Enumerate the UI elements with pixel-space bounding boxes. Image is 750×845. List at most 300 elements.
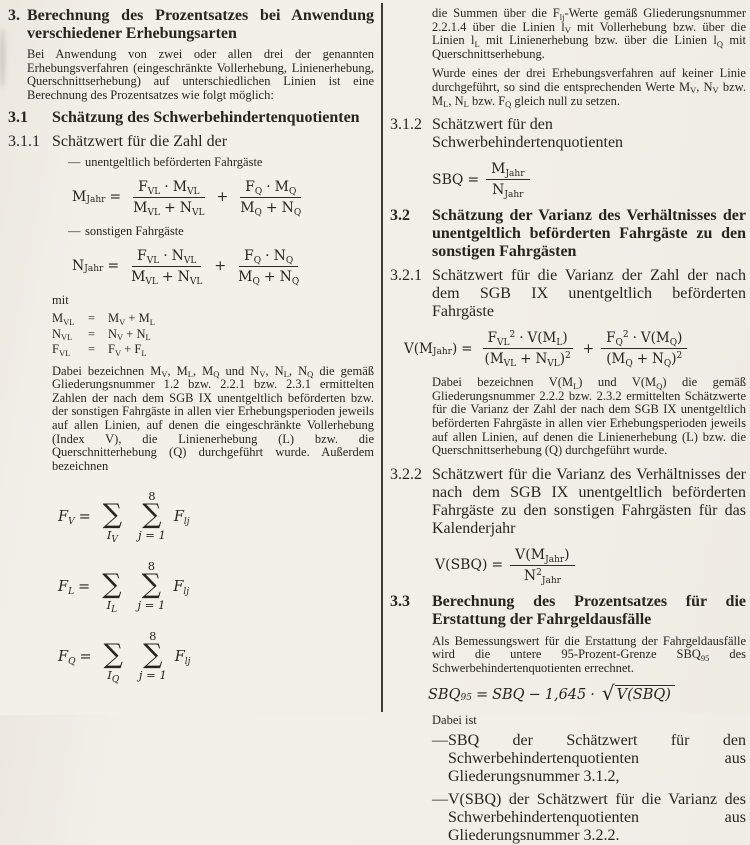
para-sub: lj bbox=[559, 11, 565, 22]
para-text: bzw. F bbox=[468, 93, 506, 108]
math-sup: 2 bbox=[676, 351, 683, 362]
math-sup: 2 bbox=[622, 330, 629, 341]
math-sup: 2 bbox=[565, 351, 571, 362]
para-sub: Q bbox=[505, 99, 512, 110]
math-token bbox=[58, 649, 76, 668]
math-token bbox=[58, 509, 75, 528]
para-sub: V bbox=[259, 369, 266, 380]
math-token: = bbox=[107, 258, 120, 275]
formula-v-mjahr: V ( M $_{Jahr}$ ) = $\frac{F_{VL}^2 \cdot V(M_L)}{(M_{VL} + N_{VL})^2}$ + $\frac{F_Q^2 \cdot V(M_Q)}{(M_Q + N_Q)^2}$ bbox=[404, 330, 746, 367]
math-sub: V bbox=[114, 347, 122, 358]
math-sub: Q bbox=[291, 276, 300, 287]
math-token: · bbox=[590, 686, 595, 703]
sum-upper-limit: 8 bbox=[147, 559, 156, 574]
math-token: N bbox=[535, 351, 548, 368]
fraction-denominator bbox=[233, 267, 304, 285]
math-sub: V bbox=[68, 517, 75, 528]
math-sub: VL bbox=[497, 338, 510, 349]
fraction bbox=[480, 330, 576, 370]
sigma-icon: ∑ bbox=[103, 639, 123, 671]
def-rhs bbox=[108, 327, 374, 343]
math-token: M bbox=[52, 311, 64, 326]
para-sub: L bbox=[187, 369, 193, 380]
section-3-2-heading bbox=[390, 207, 746, 261]
math-token: ) bbox=[481, 557, 488, 574]
sum-lower-limit: j = 1 bbox=[138, 668, 167, 683]
fraction bbox=[128, 179, 209, 216]
math-token: · bbox=[163, 247, 168, 264]
bullet-sbq bbox=[432, 732, 746, 786]
para-text: Als Bemessungswert für die Erstattung der Fahrgeldausfälle wird die untere 95-Prozent-Grenze SBQ bbox=[432, 633, 746, 662]
math-token: F bbox=[58, 509, 69, 526]
math-token: N bbox=[108, 326, 118, 341]
formula-fl-sum bbox=[58, 559, 374, 616]
math-token: N bbox=[652, 351, 664, 368]
para-text: , N bbox=[288, 363, 308, 378]
math-token: M bbox=[655, 330, 670, 347]
math-sub: Q bbox=[625, 359, 633, 370]
math-token: N bbox=[171, 247, 184, 264]
fraction-denominator bbox=[128, 198, 209, 216]
list-item-sonstige bbox=[68, 225, 374, 239]
math-token: V bbox=[640, 330, 651, 347]
math-sub: V bbox=[117, 332, 124, 343]
math-sub: lj bbox=[184, 657, 191, 668]
para-text: , M bbox=[192, 363, 214, 378]
sum-operator bbox=[137, 561, 165, 613]
para-text: , N bbox=[448, 93, 464, 108]
math-token: ) bbox=[451, 340, 458, 357]
math-token: M bbox=[491, 161, 506, 178]
sigma-icon: ∑ bbox=[142, 499, 162, 531]
sigma-icon: ∑ bbox=[102, 499, 122, 531]
math-sub: V bbox=[119, 316, 126, 327]
section-3-2-2-title: Schätzwert für die Varianz des Verhältnisses der nach dem SGB IX unentgeltlich beförderten Fahrgäste zu den sonstigen Fahrgästen für das Kalenderjahr bbox=[432, 465, 746, 537]
fraction bbox=[486, 161, 529, 201]
list-item-unentgeltlich bbox=[68, 156, 374, 170]
def-lhs bbox=[52, 342, 88, 358]
para-text: Dabei bezeichnen M bbox=[52, 363, 162, 378]
sum-lower-limit bbox=[106, 598, 118, 616]
math-token: ( bbox=[650, 330, 656, 347]
sum-operator bbox=[103, 631, 123, 686]
formula-njahr: N $_{Jahr}$ = $\frac{F_{VL} \cdot N_{VL}}{M_{VL} + N_{VL}}$ + $\frac{F_Q \cdot N_Q}{M_Q + N_Q}$ bbox=[72, 248, 374, 285]
math-sub: VL bbox=[61, 332, 73, 343]
para-text: des Schwerbehindertenquotienten errechnet. bbox=[432, 647, 746, 675]
math-token: F bbox=[487, 330, 497, 347]
para-sub: Q bbox=[716, 38, 723, 49]
math-token bbox=[173, 509, 190, 528]
para-text: , M bbox=[167, 363, 188, 378]
math-token: ) bbox=[564, 546, 570, 563]
math-token: N bbox=[279, 268, 292, 285]
sum-lower-limit bbox=[106, 528, 118, 546]
fraction-numerator bbox=[239, 248, 298, 267]
formula-mjahr: M $_{Jahr}$ = $\frac{F_{VL} \cdot M_{VL}}{M_{VL} + N_{VL}}$ + $\frac{F_Q \cdot M_Q}{M_Q + N_Q}$ bbox=[72, 179, 374, 216]
para-text: , N bbox=[696, 79, 713, 94]
fraction-denominator bbox=[480, 349, 576, 370]
math-sub: VL bbox=[58, 347, 71, 358]
math-sub: Jahr bbox=[505, 169, 525, 180]
math-token: SBQ bbox=[428, 686, 461, 703]
math-token: N bbox=[273, 247, 286, 264]
column-divider-rule bbox=[381, 3, 383, 712]
section-3-3-title: Berechnung des Prozentsatzes für die Erstattung der Fahrgeldausfälle bbox=[432, 592, 746, 628]
math-token: M bbox=[172, 178, 188, 195]
math-token: · bbox=[519, 330, 524, 347]
math-token: I bbox=[106, 528, 112, 543]
math-token bbox=[173, 579, 190, 598]
sum-upper-limit: 8 bbox=[149, 629, 157, 644]
section-3-2-2-heading bbox=[390, 466, 746, 538]
math-token: · bbox=[265, 247, 270, 264]
sigma-icon: ∑ bbox=[141, 569, 162, 601]
sum-operator bbox=[139, 631, 167, 683]
math-sub: L bbox=[111, 605, 118, 616]
math-token: V bbox=[515, 546, 526, 563]
para-text: Wurde eines der drei Erhebungsverfahren auf keiner Linie durchgeführt, so sind die entsprechenden Werte M bbox=[432, 66, 746, 94]
para-text: die Summen über die F bbox=[432, 6, 560, 20]
fraction bbox=[233, 248, 304, 285]
math-token: ( bbox=[484, 351, 490, 368]
fraction bbox=[235, 179, 306, 216]
section-3-1-2-title: Schätzwert für den Schwerbehindertenquotienten bbox=[432, 116, 624, 152]
section-3-3-heading bbox=[390, 593, 746, 629]
math-sub: lj bbox=[183, 587, 190, 598]
math-token: F bbox=[174, 649, 185, 666]
section-3-1-2-number: 3.1.2 bbox=[390, 116, 422, 134]
math-token: N bbox=[179, 199, 192, 216]
math-token: ( bbox=[413, 340, 420, 357]
para-sub: L bbox=[573, 380, 579, 391]
formula-fq-sum bbox=[58, 629, 374, 686]
math-sub: Jahr bbox=[504, 190, 524, 201]
sum-lower-limit: j = 1 bbox=[137, 598, 166, 613]
math-token: ( bbox=[445, 557, 451, 574]
section-3-1-2-heading bbox=[390, 116, 746, 152]
math-sub: VL bbox=[187, 186, 200, 197]
math-token: = bbox=[78, 579, 91, 596]
math-sub: VL bbox=[189, 276, 203, 287]
para-sub: V bbox=[690, 85, 697, 96]
math-token: I bbox=[106, 598, 112, 613]
math-token: = bbox=[461, 340, 473, 357]
math-token: N bbox=[177, 268, 190, 285]
def-rhs bbox=[108, 311, 374, 327]
para-sub: Q bbox=[656, 380, 663, 391]
summen-paragraph bbox=[432, 7, 746, 61]
fraction-numerator bbox=[133, 179, 204, 198]
section-3-2-1-title: Schätzwert für die Varianz der Zahl der nach dem SGB IX unentgeltlich beförderten Fahrgäste bbox=[432, 267, 746, 321]
para-text: Dabei bezeichnen V(M bbox=[432, 375, 574, 390]
fraction-denominator bbox=[601, 349, 687, 370]
math-token: ) bbox=[559, 351, 566, 368]
math-token: F bbox=[173, 509, 184, 526]
section-3-2-2-number: 3.2.2 bbox=[390, 465, 422, 483]
fraction-denominator bbox=[126, 267, 207, 285]
dabei-ist-label: Dabei ist bbox=[432, 712, 477, 727]
radical-icon: √ bbox=[601, 680, 615, 705]
para-sub: V bbox=[161, 369, 168, 380]
math-sub: Q bbox=[68, 657, 76, 668]
math-token: N bbox=[523, 567, 537, 584]
para-text: , N bbox=[265, 363, 284, 378]
dabei-varianz-paragraph bbox=[432, 376, 746, 458]
math-sub: L bbox=[68, 587, 75, 598]
section-3-number: 3. bbox=[8, 7, 20, 24]
math-token: + bbox=[582, 340, 595, 357]
math-token: = bbox=[467, 171, 480, 188]
math-token bbox=[58, 579, 75, 598]
math-token: + bbox=[216, 189, 229, 206]
math-token: + bbox=[214, 258, 227, 275]
fraction bbox=[126, 248, 207, 285]
dash-icon: — bbox=[68, 223, 81, 238]
math-token: + bbox=[520, 351, 532, 368]
math-token: SBQ bbox=[432, 171, 464, 188]
math-token: ( bbox=[525, 546, 531, 563]
math-sub: Q bbox=[254, 186, 263, 197]
square-root bbox=[601, 680, 675, 705]
math-token: V bbox=[404, 340, 414, 357]
dash-icon: — bbox=[68, 155, 81, 170]
math-token: + bbox=[126, 326, 134, 341]
math-token: F bbox=[173, 579, 184, 596]
fraction-numerator bbox=[601, 330, 687, 349]
math-token bbox=[174, 649, 191, 668]
section-3-1-number: 3.1 bbox=[8, 109, 28, 127]
math-sub: L bbox=[149, 316, 155, 327]
math-token: F bbox=[52, 342, 59, 357]
math-token: ( bbox=[606, 351, 612, 368]
para-text: mit Linienerhebung bzw. über die Linien l bbox=[479, 33, 717, 48]
fraction-numerator bbox=[483, 330, 573, 349]
math-token: + bbox=[636, 351, 649, 368]
math-sub: V bbox=[111, 535, 118, 546]
list-item-label: sonstigen Fahrgäste bbox=[85, 223, 184, 238]
math-token: · bbox=[266, 178, 271, 195]
math-token: + bbox=[163, 199, 176, 216]
bullet-text: SBQ der Schätzwert für den Schwerbehindertenquotienten aus Gliederungsnummer 3.1.2, bbox=[448, 732, 746, 786]
fraction bbox=[601, 330, 687, 370]
math-token: M bbox=[108, 311, 120, 326]
math-token: ( bbox=[627, 686, 633, 703]
radicand bbox=[615, 685, 675, 703]
math-token: F bbox=[606, 330, 616, 347]
math-token: − bbox=[528, 686, 541, 703]
para-sub: L bbox=[463, 99, 469, 110]
section-3-2-number: 3.2 bbox=[390, 207, 410, 225]
mit-label: mit bbox=[52, 292, 69, 307]
sum-operator bbox=[102, 561, 122, 616]
para-sub: V bbox=[564, 25, 571, 36]
math-token: F bbox=[138, 178, 148, 195]
math-sub: Q bbox=[254, 207, 262, 218]
section-3-1-1-heading bbox=[8, 133, 374, 151]
fraction-numerator bbox=[510, 547, 574, 566]
section-3-2-1-number: 3.2.1 bbox=[390, 267, 422, 285]
math-token: + bbox=[263, 268, 276, 285]
sigma-icon: ∑ bbox=[143, 639, 163, 671]
math-token: M bbox=[489, 351, 504, 368]
fraction-numerator bbox=[132, 248, 201, 267]
section-3-1-1-number: 3.1.1 bbox=[8, 133, 40, 151]
math-token: + bbox=[161, 268, 174, 285]
math-token: M bbox=[240, 199, 255, 216]
para-sub: L bbox=[283, 369, 289, 380]
math-token: V bbox=[616, 686, 628, 703]
math-sub: Q bbox=[253, 255, 262, 266]
definition-row bbox=[52, 342, 374, 358]
math-token: · bbox=[164, 178, 169, 195]
formula-sbq95: SBQ $_{95}$ = SBQ − 1,645 · √ V(SBQ) bbox=[428, 685, 746, 705]
left-column bbox=[8, 0, 374, 701]
para-text: und N bbox=[219, 363, 260, 378]
right-column bbox=[390, 0, 746, 845]
para-text: mit Querschnittserhebung. bbox=[432, 33, 747, 61]
math-sub: VL bbox=[147, 207, 160, 218]
para-text: die gemäß Gliederungsnummer 1.2 bzw. 2.2.1 bzw. 2.3.1 ermittelten Zahlen der nach dem SGB IX unentgeltlich beförderten bzw. der sonstigen Fahrgäste in allen vier Erhebungsperioden jeweils auf allen Linien, auf denen die eingeschränkte Vollerhebung (Index V), die Linienerhebung (L) bzw. die Querschnitterhebung (Q) durchgeführt wurde. Außerdem bezeichnen bbox=[52, 363, 374, 473]
sigma-icon: ∑ bbox=[102, 569, 122, 601]
math-token: I bbox=[107, 668, 112, 683]
math-sup: 2 bbox=[536, 567, 542, 578]
math-token: M bbox=[238, 268, 253, 285]
math-token: SBQ bbox=[632, 686, 666, 703]
intro-paragraph: Bei Anwendung von zwei oder allen drei der genannten Erhebungsverfahren (eingeschränkte Vollerhebung, Linienerhebung, Querschnittserhebung) auf unterschiedlichen Linien ist eine Berechnung des Prozentsatzes wie folgt möglich: bbox=[27, 47, 374, 102]
para-text: mit Vollerhebung bzw. über die Linien l bbox=[432, 19, 746, 48]
section-3-1-1-title: Schätzwert für die Zahl der bbox=[52, 133, 228, 151]
sum-operator bbox=[102, 491, 122, 546]
scan-smudge bbox=[0, 28, 5, 88]
section-3-2-title: Schätzung der Varianz des Verhältnisses der unentgeltlich beförderten Fahrgäste zu den sonstigen Fahrgästen bbox=[432, 207, 746, 261]
def-lhs bbox=[52, 327, 88, 343]
math-token: F bbox=[137, 247, 147, 264]
math-token: = bbox=[88, 342, 96, 357]
math-token: N bbox=[136, 326, 146, 341]
para-sub: Q bbox=[307, 369, 314, 380]
math-token: 1,645 bbox=[544, 686, 587, 703]
math-token: F bbox=[108, 342, 115, 357]
dash-icon: — bbox=[432, 732, 448, 750]
math-sub: L bbox=[556, 338, 563, 349]
math-sub: Q bbox=[293, 207, 302, 218]
math-sub: Q bbox=[615, 338, 623, 349]
math-token: F bbox=[58, 579, 69, 596]
math-token: M bbox=[530, 546, 546, 563]
para-text: gleich null zu setzen. bbox=[511, 93, 620, 108]
para-sub: L bbox=[443, 99, 449, 110]
def-lhs bbox=[52, 311, 88, 327]
math-token: F bbox=[134, 342, 142, 357]
math-token: = bbox=[475, 686, 489, 703]
math-token: + bbox=[265, 199, 278, 216]
math-sub: Jahr bbox=[541, 575, 561, 586]
math-token: = bbox=[79, 649, 92, 666]
math-token: ) bbox=[562, 330, 568, 347]
math-token: + bbox=[128, 311, 136, 326]
math-token: ) bbox=[671, 351, 677, 368]
math-token: M bbox=[138, 311, 150, 326]
math-token: · bbox=[632, 330, 637, 347]
para-text: ) und V(M bbox=[578, 375, 657, 390]
def-rhs bbox=[108, 342, 374, 358]
formula-sbq bbox=[432, 161, 746, 201]
math-token: ) bbox=[677, 330, 683, 347]
fraction-denominator bbox=[235, 198, 306, 216]
math-token: = bbox=[78, 509, 91, 526]
math-token: M bbox=[542, 330, 557, 347]
math-token: ( bbox=[537, 330, 543, 347]
para-sub: L bbox=[474, 38, 480, 49]
para-text: bzw. M bbox=[432, 79, 746, 108]
math-sub: VL bbox=[147, 186, 161, 197]
math-token: N bbox=[281, 199, 294, 216]
math-token: V bbox=[527, 330, 538, 347]
bullet-text: V(SBQ) der Schätzwert für die Varianz des Schwerbehindertenquotienten aus Gliederungsnummer 3.2.2. bbox=[448, 791, 746, 845]
math-token: + bbox=[124, 342, 132, 357]
bemessungswert-paragraph bbox=[432, 635, 746, 676]
math-sub: Q bbox=[285, 255, 294, 266]
para-sub: 95 bbox=[700, 652, 710, 663]
math-token: F bbox=[244, 247, 254, 264]
math-sub: Q bbox=[289, 186, 297, 197]
section-3-title: Berechnung des Prozentsatzes bei Anwendung verschiedener Erhebungsarten bbox=[27, 7, 374, 42]
formula-v-sbq bbox=[435, 547, 746, 584]
para-sub: V bbox=[712, 85, 719, 96]
para-text: -Werte gemäß Gliederungsnummer 2.2.1.4 über die Linien l bbox=[432, 6, 746, 34]
math-token: = bbox=[109, 189, 122, 206]
math-token: M bbox=[72, 189, 87, 206]
definitions-block bbox=[8, 311, 374, 358]
section-3-1-heading bbox=[8, 109, 374, 127]
section-3-2-1-heading bbox=[390, 267, 746, 321]
section-3-heading bbox=[8, 7, 374, 43]
math-token: SBQ bbox=[492, 686, 525, 703]
math-sub: Jahr bbox=[545, 554, 565, 565]
bullet-vsbq bbox=[432, 791, 746, 845]
math-token: N bbox=[52, 326, 62, 341]
math-token: M bbox=[133, 199, 148, 216]
dabei-bezeichnen-paragraph bbox=[52, 365, 374, 474]
para-text: ) die gemäß Gliederungsnummer 2.2.2 bzw. 2.3.2 ermittelten Schätzwerte für die Varianz der Zahl der nach dem SGB IX unentgeltlich beförderten Fahrgäste in allen vier Erhebungsperioden jeweils auf allen Linien, auf denen die Linienerhebung (L) bzw. die Querschnittserhebung (Q) durchgeführt wurde. bbox=[432, 375, 746, 458]
math-sub: Q bbox=[111, 675, 120, 686]
math-sub: VL bbox=[63, 316, 75, 327]
para-sub: Q bbox=[213, 369, 220, 380]
math-token: F bbox=[245, 178, 255, 195]
math-token: N bbox=[492, 182, 505, 199]
math-sub: L bbox=[145, 332, 151, 343]
wurde-paragraph bbox=[432, 67, 746, 108]
math-sub: Q bbox=[663, 359, 672, 370]
section-3-3-number: 3.3 bbox=[390, 592, 410, 610]
fraction-numerator bbox=[240, 179, 301, 198]
math-token: = bbox=[88, 326, 96, 341]
math-sub: VL bbox=[183, 255, 197, 266]
math-token: N bbox=[72, 258, 85, 275]
math-sub: VL bbox=[146, 255, 160, 266]
math-token: M bbox=[419, 340, 433, 357]
fraction-denominator bbox=[487, 180, 528, 201]
formula-fv-sum bbox=[58, 489, 374, 546]
math-sub: VL bbox=[191, 207, 205, 218]
math-token: M bbox=[611, 351, 626, 368]
math-token: M bbox=[131, 268, 146, 285]
math-sub: Q bbox=[252, 276, 260, 287]
section-3-1-title: Schätzung des Schwerbehindertenquotienten bbox=[52, 109, 360, 127]
math-token: SBQ bbox=[450, 557, 482, 574]
math-token: = bbox=[88, 311, 96, 326]
sum-operator bbox=[138, 491, 166, 543]
